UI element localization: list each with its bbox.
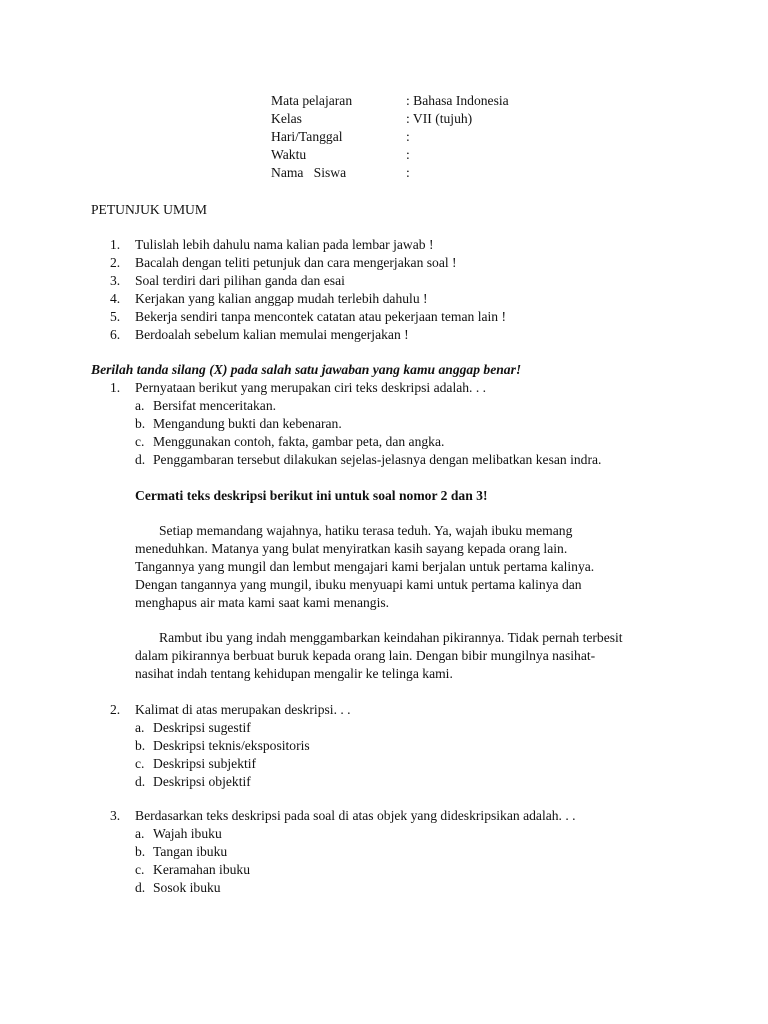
option-letter: d.	[135, 879, 146, 895]
answer-option	[135, 433, 750, 451]
header-label: Kelas	[271, 110, 302, 126]
question-number: 3.	[110, 808, 121, 823]
header-value: :	[406, 146, 410, 162]
option-text: Deskripsi subjektif	[153, 755, 257, 771]
paragraph-line: Setiap memandang wajahnya, hatiku terasa teduh. Ya, wajah ibuku memang	[159, 523, 573, 538]
question-3	[110, 807, 750, 897]
question-text: Berdasarkan teks deskripsi pada soal di atas objek yang dideskripsikan adalah. . .	[135, 808, 576, 823]
option-text: Deskripsi sugestif	[153, 719, 251, 735]
paragraph-line: Dengan tangannya yang mungil, ibuku menyuapi kami untuk pertama kalinya dan	[135, 576, 582, 592]
instruction: Berilah tanda silang (X) pada salah satu jawaban yang kamu anggap benar!	[91, 362, 522, 377]
item-text: Soal terdiri dari pilihan ganda dan esai	[135, 272, 345, 288]
question-stem	[110, 807, 750, 825]
option-letter: b.	[135, 843, 146, 859]
list-item	[110, 254, 750, 272]
question-2	[110, 701, 750, 791]
header-value: :	[406, 164, 410, 180]
option-letter: b.	[135, 737, 146, 753]
header-value: :	[406, 128, 410, 144]
paragraph-line: nasihat indah tentang kehidupan mengalir ke telinga kami.	[135, 665, 453, 681]
item-number: 3.	[110, 272, 121, 288]
reading-paragraph-2	[135, 629, 655, 683]
header-row	[271, 92, 509, 110]
list-item	[110, 236, 750, 254]
option-text: Sosok ibuku	[153, 879, 221, 895]
item-text: Tulislah lebih dahulu nama kalian pada lembar jawab !	[135, 237, 434, 252]
paragraph-line: Rambut ibu yang indah menggambarkan keindahan pikirannya. Tidak pernah terbesit	[159, 630, 623, 645]
option-text: Mengandung bukti dan kebenaran.	[153, 415, 342, 431]
exam-header	[271, 92, 509, 181]
option-letter: d.	[135, 773, 146, 789]
answer-option	[135, 397, 750, 415]
header-label: Waktu	[271, 146, 307, 162]
question-text: Pernyataan berikut yang merupakan ciri teks deskripsi adalah. . .	[135, 380, 487, 395]
question-text: Kalimat di atas merupakan deskripsi. . .	[135, 702, 351, 717]
header-label: Nama Siswa	[271, 164, 347, 180]
option-letter: d.	[135, 451, 146, 467]
item-number: 4.	[110, 290, 121, 306]
header-value: : VII (tujuh)	[406, 110, 473, 126]
option-text: Deskripsi teknis/ekspositoris	[153, 737, 310, 753]
option-letter: b.	[135, 415, 146, 431]
petunjuk-title: PETUNJUK UMUM	[91, 202, 207, 217]
list-item	[110, 308, 750, 326]
option-letter: a.	[135, 825, 145, 841]
option-letter: a.	[135, 397, 145, 413]
paragraph-line: menghapus air mata kami saat kami menangis.	[135, 594, 390, 610]
header-label: Hari/Tanggal	[271, 128, 343, 144]
question-number: 1.	[110, 380, 121, 395]
paragraph-line: Tangannya yang mungil dan lembut mengajari kami berjalan untuk pertama kalinya.	[135, 558, 595, 574]
header-value: : Bahasa Indonesia	[406, 93, 509, 108]
item-number: 5.	[110, 308, 121, 324]
list-item	[110, 326, 750, 344]
header-row	[271, 110, 509, 128]
question-1	[110, 379, 750, 469]
option-text: Deskripsi objektif	[153, 773, 251, 789]
answer-option	[135, 843, 750, 861]
answer-option	[135, 719, 750, 737]
option-text: Wajah ibuku	[153, 825, 222, 841]
item-text: Kerjakan yang kalian anggap mudah terlebih dahulu !	[135, 290, 428, 306]
header-row	[271, 164, 509, 182]
option-text: Penggambaran tersebut dilakukan sejelas-jelasnya dengan melibatkan kesan indra.	[153, 451, 602, 467]
option-letter: c.	[135, 433, 145, 449]
item-number: 6.	[110, 326, 121, 342]
option-text: Menggunakan contoh, fakta, gambar peta, dan angka.	[153, 433, 445, 449]
item-number: 1.	[110, 237, 121, 252]
answer-option	[135, 415, 750, 433]
question-stem	[110, 701, 750, 719]
option-letter: c.	[135, 755, 145, 771]
option-letter: c.	[135, 861, 145, 877]
list-item	[110, 272, 750, 290]
item-text: Bacalah dengan teliti petunjuk dan cara mengerjakan soal !	[135, 254, 457, 270]
answer-option	[135, 861, 750, 879]
answer-option	[135, 825, 750, 843]
paragraph-line: dalam pikirannya berbuat buruk kepada orang lain. Dengan bibir mungilnya nasihat-	[135, 647, 596, 663]
item-text: Berdoalah sebelum kalian memulai mengerjakan !	[135, 326, 409, 342]
header-label: Mata pelajaran	[271, 93, 353, 108]
list-item	[110, 290, 750, 308]
answer-option	[135, 451, 750, 469]
question-stem	[110, 379, 750, 397]
option-text: Keramahan ibuku	[153, 861, 251, 877]
reading-heading: Cermati teks deskripsi berikut ini untuk soal nomor 2 dan 3!	[135, 488, 488, 503]
answer-option	[135, 755, 750, 773]
header-row	[271, 128, 509, 146]
answer-option	[135, 879, 750, 897]
reading-paragraph-1	[135, 522, 655, 612]
question-number: 2.	[110, 702, 121, 717]
item-number: 2.	[110, 254, 121, 270]
answer-option	[135, 773, 750, 791]
petunjuk-list	[110, 236, 750, 343]
option-text: Tangan ibuku	[153, 843, 228, 859]
item-text: Bekerja sendiri tanpa mencontek catatan atau pekerjaan teman lain !	[135, 308, 507, 324]
header-row	[271, 146, 509, 164]
answer-option	[135, 737, 750, 755]
option-letter: a.	[135, 719, 145, 735]
option-text: Bersifat menceritakan.	[153, 397, 277, 413]
paragraph-line: meneduhkan. Matanya yang bulat menyiratkan kasih sayang kepada orang lain.	[135, 540, 568, 556]
